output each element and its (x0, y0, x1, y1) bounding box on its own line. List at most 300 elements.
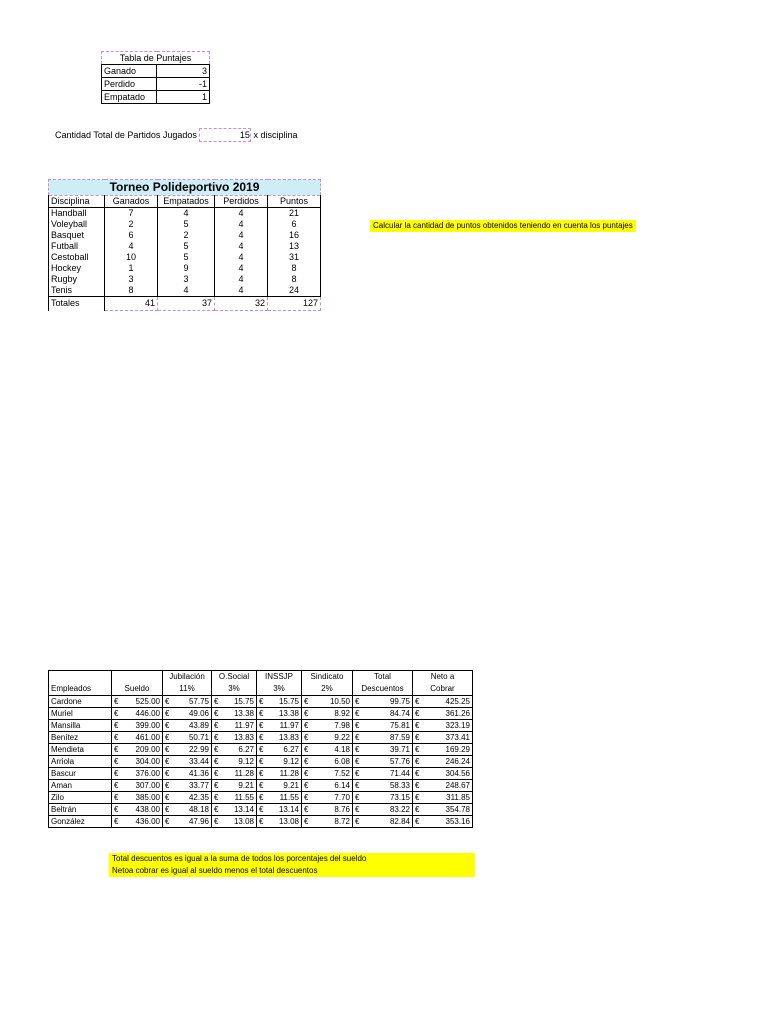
empleado-monto-value: 436.00 (135, 817, 160, 826)
empleado-monto-cell[interactable] (212, 756, 257, 768)
currency-symbol: € (165, 805, 170, 814)
empleados-header: 3% (212, 683, 257, 696)
empleado-monto-cell[interactable] (112, 744, 163, 756)
currency-symbol: € (259, 721, 264, 730)
puntaje-row (102, 65, 210, 78)
empleado-monto-value: 57.75 (188, 697, 209, 706)
empleado-monto-value: 75.81 (389, 721, 410, 730)
torneo-value-cell[interactable]: 4 (158, 285, 215, 297)
empleado-monto-value: 361.26 (445, 709, 470, 718)
torneo-value-cell[interactable]: 8 (105, 285, 158, 297)
empleado-monto-value: 9.12 (283, 757, 299, 766)
currency-symbol: € (415, 697, 420, 706)
empleado-monto-value: 42.35 (188, 793, 209, 802)
empleado-monto-value: 58.33 (389, 781, 410, 790)
torneo-value-cell[interactable]: 7 (105, 208, 158, 220)
torneo-value-cell[interactable]: 4 (215, 219, 268, 230)
empleado-monto-value: 73.15 (389, 793, 410, 802)
empleado-monto-cell[interactable] (257, 792, 302, 804)
empleado-row (49, 768, 473, 780)
empleado-monto-cell[interactable] (257, 696, 302, 708)
torneo-value-cell[interactable]: 4 (215, 285, 268, 297)
empleado-monto-cell[interactable] (112, 792, 163, 804)
empleado-monto-value: 11.55 (234, 793, 254, 802)
empleado-monto-cell[interactable] (257, 732, 302, 744)
empleado-monto-cell[interactable] (212, 792, 257, 804)
empleados-header (112, 671, 163, 684)
currency-symbol: € (304, 709, 309, 718)
empleado-monto-cell[interactable] (163, 804, 212, 816)
empleado-monto-cell[interactable] (413, 756, 473, 768)
currency-symbol: € (304, 805, 309, 814)
torneo-value-cell[interactable]: 5 (158, 252, 215, 263)
empleado-nombre-cell[interactable]: González (49, 816, 112, 828)
currency-symbol: € (114, 805, 119, 814)
currency-symbol: € (114, 769, 119, 778)
empleado-monto-cell[interactable] (163, 756, 212, 768)
empleado-monto-cell[interactable] (212, 780, 257, 792)
empleado-monto-cell[interactable] (163, 732, 212, 744)
empleado-monto-value: 11.97 (234, 721, 254, 730)
empleado-monto-cell[interactable] (413, 720, 473, 732)
empleado-monto-value: 246.24 (445, 757, 470, 766)
empleados-header: 3% (257, 683, 302, 696)
empleado-monto-cell[interactable] (257, 780, 302, 792)
torneo-row (49, 285, 321, 297)
torneo-value-cell[interactable]: 5 (158, 241, 215, 252)
empleado-monto-cell[interactable] (163, 768, 212, 780)
empleado-monto-cell[interactable] (413, 804, 473, 816)
empleado-monto-value: 71.44 (389, 769, 410, 778)
currency-symbol: € (214, 745, 219, 754)
puntaje-value[interactable]: -1 (157, 78, 210, 91)
nota-puntos: Calcular la cantidad de puntos obtenidos teniendo en cuenta los puntajes (370, 220, 636, 232)
empleados-header: 2% (302, 683, 353, 696)
empleado-monto-cell[interactable] (212, 696, 257, 708)
empleado-monto-value: 6.27 (238, 745, 254, 754)
empleado-monto-cell[interactable] (413, 696, 473, 708)
torneo-disciplina-cell[interactable]: Rugby (49, 274, 105, 285)
torneo-disciplina-cell[interactable]: Hockey (49, 263, 105, 274)
empleados-header: Sueldo (112, 683, 163, 696)
currency-symbol: € (304, 721, 309, 730)
currency-symbol: € (355, 697, 360, 706)
empleado-monto-cell[interactable] (353, 804, 413, 816)
empleado-monto-cell[interactable] (112, 696, 163, 708)
torneo-total-cell[interactable]: 127 (268, 297, 321, 311)
torneo-value-cell[interactable]: 4 (215, 241, 268, 252)
empleados-header: Cobrar (413, 683, 473, 696)
empleado-monto-cell[interactable] (353, 792, 413, 804)
currency-symbol: € (259, 817, 264, 826)
empleado-monto-cell[interactable] (302, 756, 353, 768)
empleado-monto-cell[interactable] (302, 768, 353, 780)
currency-symbol: € (165, 781, 170, 790)
currency-symbol: € (304, 697, 309, 706)
currency-symbol: € (114, 709, 119, 718)
torneo-disciplina-cell[interactable]: Voleyball (49, 219, 105, 230)
empleado-monto-cell[interactable] (302, 744, 353, 756)
empleado-monto-value: 13.14 (278, 805, 299, 814)
torneo-value-cell[interactable]: 4 (158, 208, 215, 220)
empleado-monto-cell[interactable] (257, 816, 302, 828)
currency-symbol: € (165, 721, 170, 730)
empleado-row (49, 732, 473, 744)
empleado-nombre-cell[interactable]: Aman (49, 780, 112, 792)
empleado-nombre-cell[interactable]: Muriel (49, 708, 112, 720)
empleado-monto-value: 323.19 (445, 721, 470, 730)
empleado-monto-value: 461.00 (135, 733, 160, 742)
torneo-value-cell[interactable]: 5 (158, 219, 215, 230)
torneo-row (49, 252, 321, 263)
empleado-monto-cell[interactable] (112, 708, 163, 720)
empleado-monto-cell[interactable] (212, 744, 257, 756)
currency-symbol: € (415, 817, 420, 826)
empleado-monto-cell[interactable] (112, 720, 163, 732)
currency-symbol: € (114, 817, 119, 826)
empleado-monto-value: 83.22 (389, 805, 410, 814)
empleado-monto-cell[interactable] (353, 708, 413, 720)
torneo-value-cell[interactable]: 2 (158, 230, 215, 241)
torneo-header: Ganados (105, 196, 158, 208)
empleado-monto-cell[interactable] (353, 768, 413, 780)
empleado-monto-cell[interactable] (212, 732, 257, 744)
empleado-row (49, 720, 473, 732)
empleado-monto-value: 99.75 (389, 697, 410, 706)
nota-descuentos (109, 853, 475, 877)
empleado-monto-cell[interactable] (302, 720, 353, 732)
currency-symbol: € (214, 769, 219, 778)
empleado-monto-cell[interactable] (163, 816, 212, 828)
puntaje-value[interactable]: 3 (157, 65, 210, 78)
empleado-monto-cell[interactable] (112, 756, 163, 768)
empleado-monto-value: 9.22 (334, 733, 350, 742)
empleado-monto-value: 11.55 (279, 793, 299, 802)
empleado-nombre-cell[interactable]: Mendieta (49, 744, 112, 756)
torneo-value-cell[interactable]: 4 (215, 263, 268, 274)
empleado-monto-cell[interactable] (112, 804, 163, 816)
puntaje-label[interactable]: Empatado (102, 91, 157, 104)
currency-symbol: € (114, 733, 119, 742)
cantidad-total-value[interactable]: 15 (199, 128, 251, 142)
torneo-totales-label: Totales (49, 297, 105, 311)
currency-symbol: € (259, 733, 264, 742)
empleado-monto-cell[interactable] (257, 708, 302, 720)
empleado-monto-cell[interactable] (353, 732, 413, 744)
empleado-monto-cell[interactable] (302, 804, 353, 816)
empleado-monto-value: 49.06 (188, 709, 209, 718)
currency-symbol: € (165, 793, 170, 802)
empleado-monto-cell[interactable] (302, 780, 353, 792)
torneo-value-cell[interactable]: 3 (158, 274, 215, 285)
empleado-monto-value: 373.41 (445, 733, 470, 742)
torneo-header-row (49, 196, 321, 208)
empleados-header: 11% (163, 683, 212, 696)
empleado-monto-cell[interactable] (353, 816, 413, 828)
empleado-monto-cell[interactable] (163, 792, 212, 804)
empleado-monto-value: 13.83 (278, 733, 299, 742)
torneo-total-cell[interactable]: 37 (158, 297, 215, 311)
empleado-monto-value: 8.72 (334, 817, 350, 826)
empleados-header: INSSJP (257, 671, 302, 684)
empleado-monto-value: 7.98 (334, 721, 350, 730)
empleado-nombre-cell[interactable]: Mansilla (49, 720, 112, 732)
torneo-disciplina-cell[interactable]: Tenis (49, 285, 105, 297)
torneo-header: Puntos (268, 196, 321, 208)
empleados-header: O.Social (212, 671, 257, 684)
empleado-monto-cell[interactable] (257, 804, 302, 816)
empleado-monto-value: 43.89 (188, 721, 209, 730)
empleado-monto-cell[interactable] (302, 792, 353, 804)
torneo-value-cell[interactable]: 2 (105, 219, 158, 230)
empleado-monto-value: 13.14 (233, 805, 254, 814)
torneo-value-cell[interactable]: 8 (268, 274, 321, 285)
currency-symbol: € (259, 805, 264, 814)
torneo-value-cell[interactable]: 31 (268, 252, 321, 263)
empleados-header: Jubilación (163, 671, 212, 684)
torneo-value-cell[interactable]: 21 (268, 208, 321, 220)
torneo-value-cell[interactable]: 4 (215, 208, 268, 220)
currency-symbol: € (165, 697, 170, 706)
empleado-nombre-cell[interactable]: Benítez (49, 732, 112, 744)
empleado-monto-value: 48.18 (188, 805, 209, 814)
torneo-value-cell[interactable]: 16 (268, 230, 321, 241)
empleado-monto-cell[interactable] (413, 780, 473, 792)
empleados-header: Neto a (413, 671, 473, 684)
tabla-torneo (48, 179, 321, 311)
empleado-monto-cell[interactable] (163, 744, 212, 756)
torneo-row (49, 208, 321, 220)
empleado-monto-value: 87.59 (389, 733, 410, 742)
currency-symbol: € (259, 757, 264, 766)
torneo-value-cell[interactable]: 4 (215, 274, 268, 285)
currency-symbol: € (165, 745, 170, 754)
empleado-monto-cell[interactable] (212, 708, 257, 720)
empleado-nombre-cell[interactable]: Bascur (49, 768, 112, 780)
cantidad-total-suffix: x disciplina (253, 130, 298, 140)
currency-symbol: € (355, 781, 360, 790)
empleado-row (49, 708, 473, 720)
empleado-monto-value: 169.29 (445, 745, 470, 754)
empleado-monto-value: 446.00 (135, 709, 160, 718)
empleado-monto-value: 13.38 (278, 709, 299, 718)
empleado-nombre-cell[interactable]: Zilo (49, 792, 112, 804)
puntaje-row (102, 91, 210, 104)
empleado-monto-cell[interactable] (413, 708, 473, 720)
torneo-value-cell[interactable]: 1 (105, 263, 158, 274)
currency-symbol: € (214, 721, 219, 730)
empleado-monto-value: 353.16 (445, 817, 470, 826)
tabla-puntajes (101, 51, 210, 104)
empleado-monto-value: 50.71 (188, 733, 209, 742)
empleado-monto-value: 4.18 (334, 745, 350, 754)
torneo-row (49, 274, 321, 285)
torneo-value-cell[interactable]: 24 (268, 285, 321, 297)
empleado-monto-value: 376.00 (135, 769, 160, 778)
torneo-disciplina-cell[interactable]: Handball (49, 208, 105, 220)
empleado-monto-cell[interactable] (353, 780, 413, 792)
empleado-monto-value: 39.71 (389, 745, 410, 754)
empleado-monto-cell[interactable] (413, 768, 473, 780)
empleado-monto-cell[interactable] (302, 732, 353, 744)
empleado-monto-value: 10.50 (329, 697, 350, 706)
currency-symbol: € (165, 769, 170, 778)
empleado-monto-cell[interactable] (163, 696, 212, 708)
empleado-nombre-cell[interactable]: Arriola (49, 756, 112, 768)
currency-symbol: € (114, 757, 119, 766)
empleado-nombre-cell[interactable]: Beltrán (49, 804, 112, 816)
empleado-monto-value: 8.76 (334, 805, 350, 814)
currency-symbol: € (214, 697, 219, 706)
empleado-monto-cell[interactable] (302, 708, 353, 720)
empleados-header: Sindicato (302, 671, 353, 684)
torneo-value-cell[interactable]: 3 (105, 274, 158, 285)
currency-symbol: € (415, 769, 420, 778)
torneo-header: Empatados (158, 196, 215, 208)
currency-symbol: € (165, 817, 170, 826)
currency-symbol: € (114, 697, 119, 706)
empleado-monto-value: 354.78 (445, 805, 470, 814)
empleado-monto-cell[interactable] (112, 816, 163, 828)
empleado-monto-cell[interactable] (413, 816, 473, 828)
currency-symbol: € (355, 757, 360, 766)
empleado-monto-value: 525.00 (135, 697, 160, 706)
empleado-monto-cell[interactable] (353, 720, 413, 732)
empleado-monto-cell[interactable] (112, 768, 163, 780)
currency-symbol: € (304, 757, 309, 766)
currency-symbol: € (304, 745, 309, 754)
empleado-row (49, 780, 473, 792)
empleado-monto-value: 7.52 (334, 769, 350, 778)
empleado-row (49, 804, 473, 816)
torneo-disciplina-cell[interactable]: Basquet (49, 230, 105, 241)
empleado-nombre-cell[interactable]: Cardone (49, 696, 112, 708)
empleado-monto-cell[interactable] (212, 804, 257, 816)
empleado-monto-cell[interactable] (257, 768, 302, 780)
currency-symbol: € (165, 709, 170, 718)
currency-symbol: € (259, 697, 264, 706)
empleado-monto-value: 304.56 (445, 769, 470, 778)
torneo-value-cell[interactable]: 13 (268, 241, 321, 252)
currency-symbol: € (259, 769, 264, 778)
empleado-monto-cell[interactable] (353, 756, 413, 768)
empleado-monto-cell[interactable] (163, 720, 212, 732)
currency-symbol: € (304, 769, 309, 778)
empleado-monto-cell[interactable] (413, 744, 473, 756)
empleado-monto-cell[interactable] (353, 696, 413, 708)
empleado-monto-value: 425.25 (445, 697, 470, 706)
puntaje-row (102, 78, 210, 91)
currency-symbol: € (304, 793, 309, 802)
nota-descuentos-line: Total descuentos es igual a la suma de todos los porcentajes del sueldo (112, 854, 367, 863)
currency-symbol: € (415, 721, 420, 730)
empleado-monto-cell[interactable] (212, 720, 257, 732)
empleado-monto-cell[interactable] (257, 744, 302, 756)
currency-symbol: € (214, 781, 219, 790)
torneo-value-cell[interactable]: 8 (268, 263, 321, 274)
empleado-monto-cell[interactable] (257, 756, 302, 768)
currency-symbol: € (214, 709, 219, 718)
empleado-monto-value: 8.92 (334, 709, 350, 718)
empleado-monto-cell[interactable] (163, 708, 212, 720)
empleado-row (49, 696, 473, 708)
empleados-header-row (49, 671, 473, 684)
torneo-totales-row (49, 297, 321, 311)
currency-symbol: € (214, 805, 219, 814)
empleado-monto-cell[interactable] (413, 732, 473, 744)
empleado-monto-value: 47.96 (188, 817, 209, 826)
puntaje-label[interactable]: Ganado (102, 65, 157, 78)
empleado-monto-cell[interactable] (212, 768, 257, 780)
currency-symbol: € (355, 745, 360, 754)
torneo-value-cell[interactable]: 10 (105, 252, 158, 263)
torneo-total-cell[interactable]: 32 (215, 297, 268, 311)
empleado-monto-value: 22.99 (188, 745, 209, 754)
currency-symbol: € (214, 793, 219, 802)
torneo-total-cell[interactable]: 41 (105, 297, 158, 311)
currency-symbol: € (214, 757, 219, 766)
empleado-monto-cell[interactable] (112, 732, 163, 744)
empleado-monto-cell[interactable] (257, 720, 302, 732)
torneo-title: Torneo Polideportivo 2019 (49, 180, 321, 196)
torneo-value-cell[interactable]: 6 (268, 219, 321, 230)
empleado-monto-value: 438.00 (135, 805, 160, 814)
empleado-monto-value: 248.67 (445, 781, 470, 790)
currency-symbol: € (165, 757, 170, 766)
empleado-monto-value: 6.14 (334, 781, 350, 790)
torneo-row (49, 263, 321, 274)
cantidad-total-label: Cantidad Total de Partidos Jugados (55, 130, 197, 140)
currency-symbol: € (415, 709, 420, 718)
empleado-monto-value: 11.28 (279, 769, 299, 778)
torneo-value-cell[interactable]: 4 (215, 252, 268, 263)
currency-symbol: € (259, 793, 264, 802)
empleado-monto-cell[interactable] (413, 792, 473, 804)
empleados-header: Empleados (49, 683, 112, 696)
empleado-monto-value: 13.38 (233, 709, 254, 718)
empleado-monto-value: 13.08 (233, 817, 254, 826)
empleado-monto-value: 13.83 (233, 733, 254, 742)
empleado-monto-cell[interactable] (353, 744, 413, 756)
currency-symbol: € (415, 781, 420, 790)
empleado-monto-cell[interactable] (302, 696, 353, 708)
currency-symbol: € (114, 721, 119, 730)
puntaje-label[interactable]: Perdido (102, 78, 157, 91)
empleado-monto-cell[interactable] (163, 780, 212, 792)
currency-symbol: € (114, 781, 119, 790)
empleado-monto-cell[interactable] (302, 816, 353, 828)
torneo-value-cell[interactable]: 4 (105, 241, 158, 252)
empleado-monto-cell[interactable] (112, 780, 163, 792)
puntaje-value[interactable]: 1 (157, 91, 210, 104)
torneo-value-cell[interactable]: 4 (215, 230, 268, 241)
empleado-row (49, 756, 473, 768)
currency-symbol: € (355, 721, 360, 730)
empleado-monto-value: 6.27 (283, 745, 299, 754)
empleado-monto-value: 304.00 (135, 757, 160, 766)
torneo-header: Disciplina (49, 196, 105, 208)
torneo-value-cell[interactable]: 9 (158, 263, 215, 274)
empleados-header: Descuentos (353, 683, 413, 696)
torneo-disciplina-cell[interactable]: Cestoball (49, 252, 105, 263)
empleado-monto-cell[interactable] (212, 816, 257, 828)
nota-descuentos-line: Netoa cobrar es igual al sueldo menos el total descuentos (112, 866, 318, 875)
currency-symbol: € (355, 709, 360, 718)
empleado-monto-value: 9.21 (283, 781, 299, 790)
torneo-value-cell[interactable]: 6 (105, 230, 158, 241)
torneo-disciplina-cell[interactable]: Futball (49, 241, 105, 252)
empleado-monto-value: 9.12 (238, 757, 254, 766)
